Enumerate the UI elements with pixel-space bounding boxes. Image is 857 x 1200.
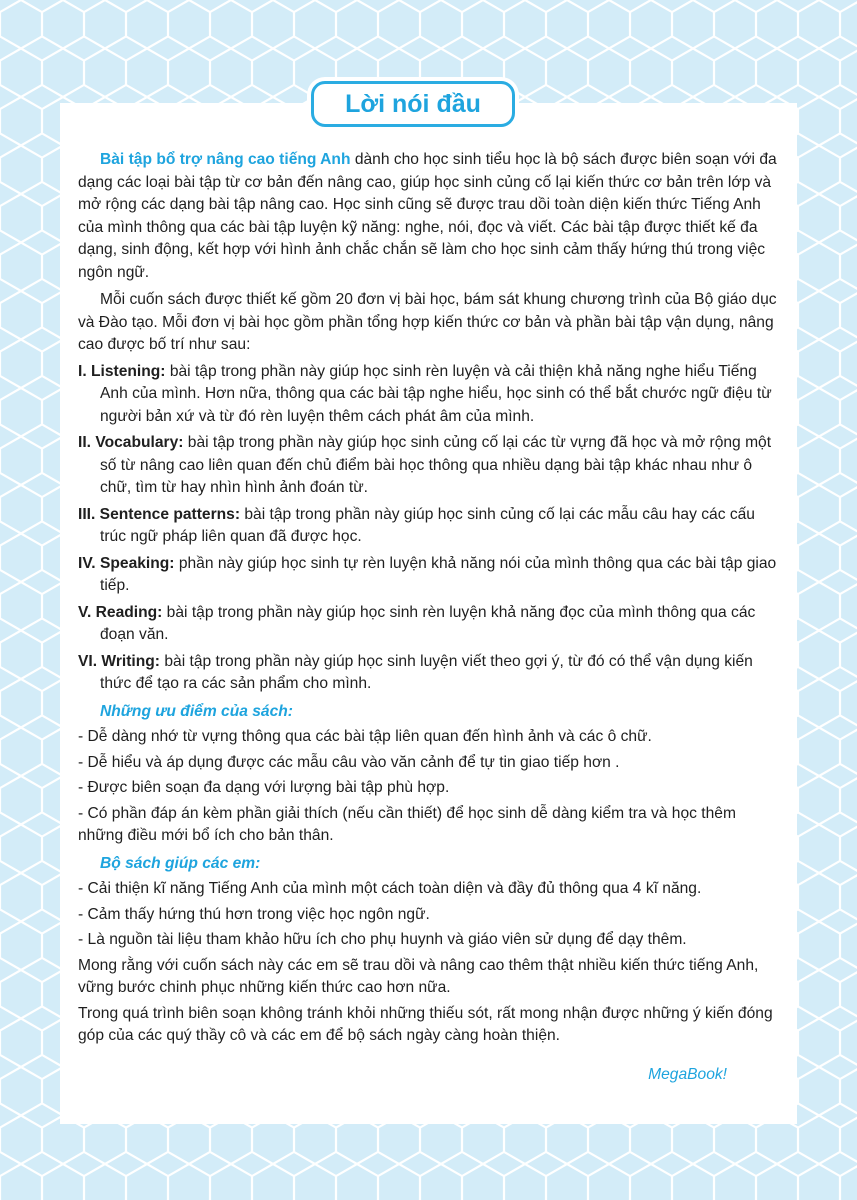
section-label: I. Listening: bbox=[78, 362, 166, 380]
advantages-heading: Những ưu điểm của sách: bbox=[100, 702, 293, 720]
benefit-item: - Cải thiện kĩ năng Tiếng Anh của mình một cách toàn diện và đầy đủ thông qua 4 kĩ năng. bbox=[78, 880, 702, 897]
advantage-item: - Dễ hiểu và áp dụng được các mẫu câu vào văn cảnh để tự tin giao tiếp hơn . bbox=[78, 753, 620, 771]
section-speaking bbox=[78, 553, 779, 598]
structure-paragraph: Mỗi cuốn sách được thiết kế gồm 20 đơn vị bài học, bám sát khung chương trình của Bộ giáo dục và Đào tạo. Mỗi đơn vị bài học gồm phần tổng hợp kiến thức cơ bản và phần bài tập vận dụng, nâng cao được bố trí như sau: bbox=[78, 291, 777, 353]
section-label: II. Vocabulary: bbox=[78, 434, 184, 451]
section-text: bài tập trong phần này giúp học sinh luyện viết theo gợi ý, từ đó có thể vận dụng kiến thức để tạo ra các sản phẩm cho mình. bbox=[100, 652, 753, 692]
section-label: IV. Speaking: bbox=[78, 554, 175, 572]
benefits-heading: Bộ sách giúp các em: bbox=[100, 854, 261, 872]
section-label: VI. Writing: bbox=[78, 652, 161, 670]
section-label: III. Sentence patterns: bbox=[78, 505, 241, 523]
section-text: bài tập trong phần này giúp học sinh củng cố lại các mẫu câu hay các cấu trúc ngữ pháp liên quan đã được học. bbox=[100, 505, 755, 545]
section-text: phần này giúp học sinh tự rèn luyện khả năng nói của mình thông qua các bài tập giao tiếp. bbox=[100, 554, 777, 594]
book-title-highlight: Bài tập bổ trợ nâng cao tiếng Anh bbox=[100, 151, 351, 168]
advantage-item: - Được biên soạn đa dạng với lượng bài tập phù hợp. bbox=[78, 779, 450, 796]
benefit-item: - Cảm thấy hứng thú hơn trong việc học ngôn ngữ. bbox=[78, 905, 430, 923]
section-vocabulary bbox=[78, 432, 779, 500]
section-text: bài tập trong phần này giúp học sinh củng cố lại các từ vựng đã học và mở rộng một số từ nâng cao liên quan đến chủ điểm bài học thông qua nhiều dạng bài tập khác nhau như ô chữ, tìm từ hay nhìn hình ảnh đoán từ. bbox=[100, 434, 772, 496]
page-title: Lời nói đầu bbox=[345, 90, 481, 118]
advantage-item: - Dễ dàng nhớ từ vựng thông qua các bài tập liên quan đến hình ảnh và các ô chữ. bbox=[78, 728, 652, 745]
closing-paragraph: Trong quá trình biên soạn không tránh khỏi những thiếu sót, rất mong nhận được những ý kiến đóng góp của các quý thầy cô và các em để bộ sách ngày càng hoàn thiện. bbox=[78, 1004, 773, 1044]
advantage-item: - Có phần đáp án kèm phần giải thích (nếu cần thiết) để học sinh dễ dàng kiểm tra và học thêm những điều mới bổ ích cho bản thân. bbox=[78, 804, 736, 844]
section-reading bbox=[78, 602, 779, 647]
section-text: bài tập trong phần này giúp học sinh rèn luyện và cải thiện khả năng nghe hiểu Tiếng Anh của mình. Hơn nữa, thông qua các bài tập nghe hiểu, học sinh có thể bắt chước ngữ điệu từ người bản xứ và từ đó rèn luyện thêm cách phát âm của mình. bbox=[100, 362, 772, 425]
section-label: V. Reading: bbox=[78, 603, 163, 621]
section-listening bbox=[78, 361, 779, 429]
signature: MegaBook! bbox=[648, 1066, 727, 1083]
title-badge bbox=[311, 81, 515, 127]
closing-paragraph: Mong rằng với cuốn sách này các em sẽ trau dồi và nâng cao thêm thật nhiều kiến thức tiếng Anh, vững bước chinh phục những kiến thức cao hơn nữa. bbox=[78, 956, 759, 996]
benefit-item: - Là nguồn tài liệu tham khảo hữu ích cho phụ huynh và giáo viên sử dụng để dạy thêm. bbox=[78, 931, 687, 948]
intro-paragraph bbox=[78, 149, 779, 284]
section-text: bài tập trong phần này giúp học sinh rèn luyện khả năng đọc của mình thông qua các đoạn văn. bbox=[100, 603, 756, 643]
intro-text: dành cho học sinh tiểu học là bộ sách được biên soạn với đa dạng các loại bài tập từ cơ bản đến nâng cao, giúp học sinh củng cố lại kiến thức cơ bản trên lớp và mở rộng các dạng bài tập nâng cao. Học sinh cũng sẽ được trau dồi toàn diện kiến thức Tiếng Anh của mình thông qua các bài tập luyện kỹ năng: nghe, nói, đọc và viết. Các bài tập được thiết kế đa dạng, sinh động, kết hợp với hình ảnh chắc chắn sẽ làm cho học sinh cảm thấy hứng thú trong việc ngôn ngữ. bbox=[78, 151, 777, 281]
section-sentence-patterns bbox=[78, 504, 779, 549]
content-page bbox=[60, 103, 797, 1124]
section-writing bbox=[78, 651, 779, 696]
